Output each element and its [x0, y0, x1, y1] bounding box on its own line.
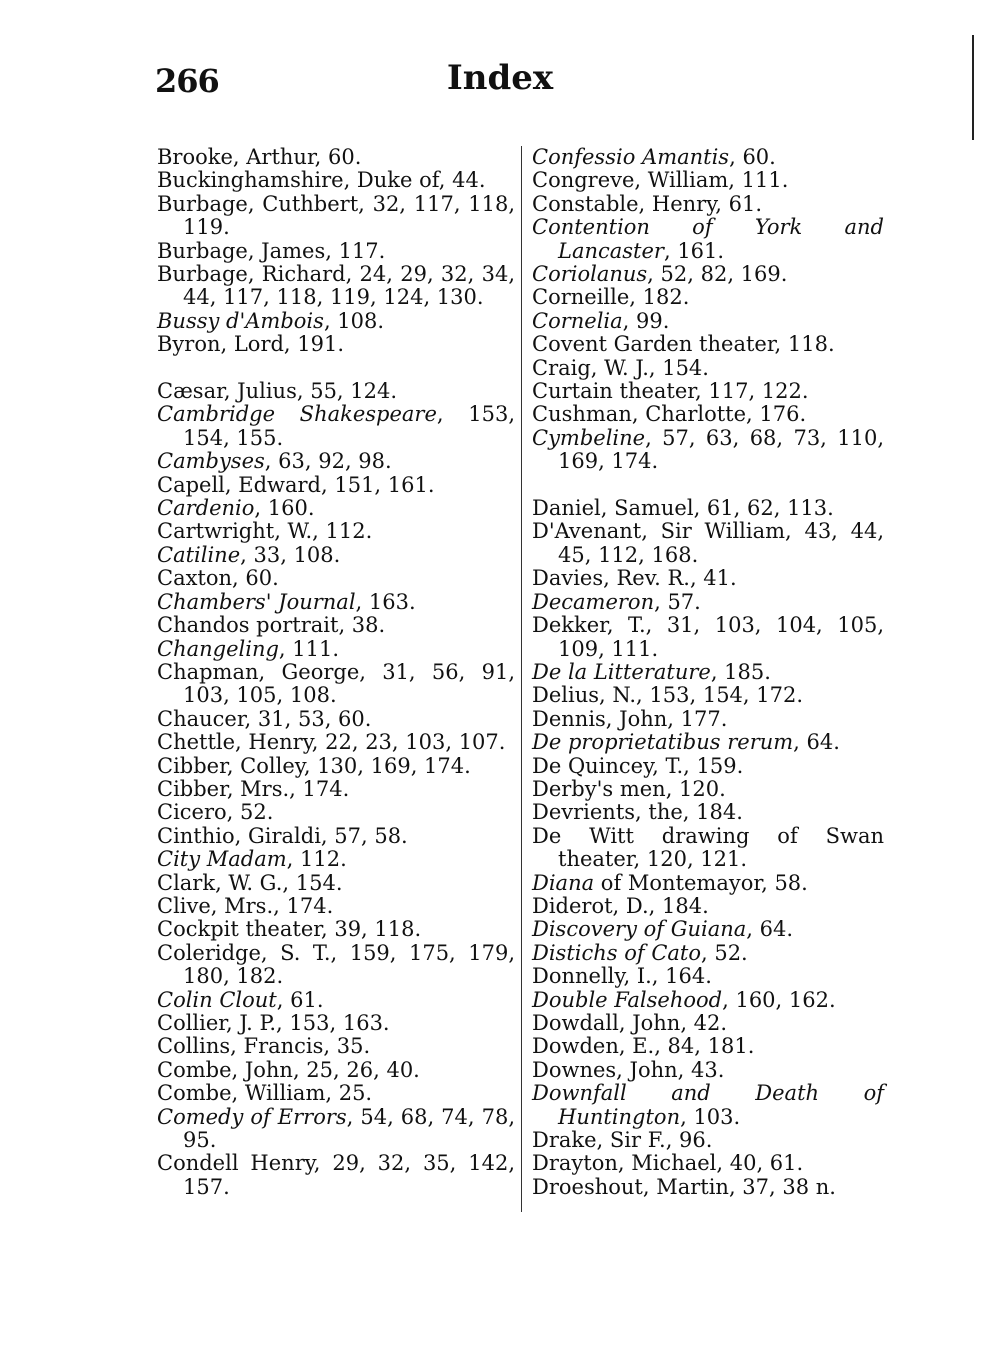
index-entry-text: Combe, William, 25. [157, 1081, 373, 1106]
index-entry-text: , 163. [355, 589, 416, 614]
index-column-right [532, 146, 884, 1199]
index-entry-text: Donnelly, I., 164. [532, 964, 712, 989]
index-entry [157, 450, 515, 473]
index-entry [532, 263, 884, 286]
index-entry [532, 427, 884, 474]
index-entry-text: Burbage, James, 117. [157, 238, 386, 263]
index-entry [157, 801, 515, 824]
index-entry [532, 216, 884, 263]
index-entry-text: Dennis, John, 177. [532, 706, 728, 731]
index-entry-title: Cambyses [157, 449, 265, 474]
index-entry-text: Covent Garden theater, 118. [532, 332, 835, 357]
index-entry-title: Cardenio [157, 496, 255, 521]
index-entry-text: De Witt drawing of Swan theater, 120, 121. [532, 823, 884, 872]
index-entry-text: Brooke, Arthur, 60. [157, 145, 362, 169]
index-entry-text: , 153, 154, 155. [183, 402, 516, 450]
index-entry [532, 801, 884, 824]
letter-section-gap [157, 357, 515, 380]
index-entry-text: Dekker, T., 31, 103, 104, 105, 109, 111. [532, 613, 884, 661]
index-entry [532, 591, 884, 614]
index-entry-text: Dowden, E., 84, 181. [532, 1034, 755, 1059]
index-entry [532, 825, 884, 872]
index-entry [532, 169, 884, 192]
index-entry [532, 731, 884, 754]
index-entry-text: , 103. [680, 1104, 741, 1129]
index-entry-title: Comedy of Errors [157, 1104, 347, 1129]
index-entry [157, 1082, 515, 1105]
index-entry [532, 497, 884, 520]
index-entry [157, 1152, 515, 1199]
index-entry [532, 1129, 884, 1152]
index-entry [157, 1106, 515, 1153]
index-entry [157, 661, 515, 708]
index-entry-title: Coriolanus [532, 262, 648, 287]
index-entry-text: , 54, 68, 74, 78, 95. [183, 1104, 515, 1153]
index-entry [157, 169, 515, 192]
index-entry-text: Davies, Rev. R., 41. [532, 566, 737, 591]
index-entry-text: Condell Henry, 29, 32, 35, 142, 157. [157, 1151, 515, 1199]
index-entry-text: Daniel, Samuel, 61, 62, 113. [532, 496, 834, 521]
index-entry [532, 965, 884, 988]
index-entry-title: Confessio Amantis [532, 145, 730, 169]
index-entry-text: Capell, Edward, 151, 161. [157, 472, 435, 497]
index-entry [532, 1035, 884, 1058]
index-entry-title: City Madam [157, 847, 287, 872]
index-entry-text: Downes, John, 43. [532, 1057, 725, 1082]
index-entry [157, 755, 515, 778]
index-entry-text: Derby's men, 120. [532, 776, 726, 801]
index-entry [532, 872, 884, 895]
index-entry [157, 380, 515, 403]
index-entry-text: Diderot, D., 184. [532, 893, 709, 918]
index-entry-text: , 112. [286, 847, 347, 872]
index-entry-text: Clive, Mrs., 174. [157, 893, 334, 918]
index-entry-title: Discovery of Guiana [532, 917, 747, 942]
index-entry [157, 497, 515, 520]
index-entry-text: , 63, 92, 98. [264, 449, 392, 474]
index-entry [532, 1082, 884, 1129]
index-entry-title: Catiline [157, 542, 241, 567]
index-entry [532, 193, 884, 216]
index-entry-text: , 52, 82, 169. [647, 262, 788, 287]
index-entry [157, 567, 515, 590]
index-entry-text: Caxton, 60. [157, 566, 279, 591]
index-entry-title: Double Falsehood [532, 987, 723, 1012]
index-entry-text: , 185. [710, 659, 771, 684]
index-entry [157, 731, 515, 754]
index-entry [157, 544, 515, 567]
index-entry-text: of Montemayor, 58. [594, 870, 808, 895]
index-entry-title: Distichs of Cato [532, 940, 701, 965]
index-entry-title: Bussy d'Ambois [157, 308, 324, 333]
index-entry [157, 1059, 515, 1082]
index-entry-text: Collins, Francis, 35. [157, 1034, 371, 1059]
index-entry-text: Cibber, Colley, 130, 169, 174. [157, 753, 471, 778]
index-entry [532, 286, 884, 309]
index-entry-title: De la Litterature [532, 659, 711, 684]
index-entry-text: Craig, W. J., 154. [532, 355, 709, 380]
index-entry [532, 708, 884, 731]
index-entry [532, 989, 884, 1012]
index-entry [532, 684, 884, 707]
index-entry [157, 591, 515, 614]
index-entry [157, 825, 515, 848]
index-entry-text: Constable, Henry, 61. [532, 191, 763, 216]
index-entry-title: Colin Clout [157, 987, 277, 1012]
running-head: Index [446, 58, 554, 98]
index-entry-title: De proprietatibus rerum [532, 730, 794, 755]
index-entry-text: Collier, J. P., 153, 163. [157, 1011, 390, 1036]
index-entry [532, 661, 884, 684]
index-entry [532, 755, 884, 778]
index-entry [157, 240, 515, 263]
index-entry-text: , 52. [700, 940, 748, 965]
index-entry [532, 1059, 884, 1082]
index-entry [532, 380, 884, 403]
index-entry-text: , 160, 162. [722, 987, 836, 1012]
index-entry-text: Cartwright, W., 112. [157, 519, 373, 544]
index-entry-text: Clark, W. G., 154. [157, 870, 343, 895]
index-entry-title: Changeling [157, 636, 279, 661]
index-entry [532, 614, 884, 661]
index-entry [532, 333, 884, 356]
index-entry-text: , 57. [654, 589, 701, 614]
index-column-left [157, 146, 515, 1199]
index-entry [157, 989, 515, 1012]
index-entry [157, 942, 515, 989]
index-entry-text: Combe, John, 25, 26, 40. [157, 1057, 420, 1082]
index-entry-text: Burbage, Richard, 24, 29, 32, 34, 44, 117, 118, 119, 124, 130. [157, 262, 515, 310]
index-entry [532, 895, 884, 918]
index-entry-text: Delius, N., 153, 154, 172. [532, 683, 804, 708]
index-entry-text: Cushman, Charlotte, 176. [532, 402, 807, 427]
index-entry-title: Contention of York and Lancaster [532, 215, 884, 263]
index-entry [532, 310, 884, 333]
index-entry [157, 403, 515, 450]
index-entry-text: Chettle, Henry, 22, 23, 103, 107. [157, 730, 506, 755]
index-entry [157, 333, 515, 356]
index-entry-text: , 64. [793, 730, 840, 755]
index-entry [532, 1012, 884, 1035]
index-entry-text: D'Avenant, Sir William, 43, 44, 45, 112, 168. [532, 519, 884, 567]
index-entry-title: Downfall and Death of Huntington [532, 1081, 884, 1129]
index-entry [157, 918, 515, 941]
index-entry-text: , 57, 63, 68, 73, 110, 169, 174. [558, 425, 884, 474]
index-entry-text: Coleridge, S. T., 159, 175, 179, 180, 182. [157, 940, 515, 989]
index-entry [532, 778, 884, 801]
index-entry-text: Chapman, George, 31, 56, 91, 103, 105, 108. [157, 659, 515, 708]
index-entry-text: Byron, Lord, 191. [157, 332, 345, 357]
index-entry-text: Chaucer, 31, 53, 60. [157, 706, 372, 731]
index-entry [532, 146, 884, 169]
page-edge-rule [972, 35, 974, 140]
index-entry-text: Cinthio, Giraldi, 57, 58. [157, 823, 408, 848]
index-entry [157, 474, 515, 497]
index-entry [157, 614, 515, 637]
index-entry-text: Cicero, 52. [157, 800, 274, 825]
index-entry [532, 1176, 884, 1199]
index-entry-title: Decameron [532, 589, 655, 614]
index-entry-text: Chandos portrait, 38. [157, 613, 386, 638]
index-entry [157, 872, 515, 895]
index-entry [532, 567, 884, 590]
index-entry [157, 848, 515, 871]
index-entry [157, 193, 515, 240]
index-entry [157, 638, 515, 661]
index-entry-text: Devrients, the, 184. [532, 800, 743, 825]
column-divider [521, 146, 522, 1212]
index-entry-text: , 160. [254, 496, 315, 521]
index-entry [157, 778, 515, 801]
index-entry [157, 895, 515, 918]
index-entry-text: , 111. [278, 636, 340, 661]
index-entry-title: Cymbeline [532, 425, 646, 450]
index-entry-text: De Quincey, T., 159. [532, 753, 744, 778]
index-entry-title: Cambridge Shakespeare [157, 402, 437, 427]
index-entry [157, 1035, 515, 1058]
index-entry [532, 918, 884, 941]
index-entry-text: , 108. [323, 308, 385, 333]
index-entry [157, 1012, 515, 1035]
index-entry [157, 146, 515, 169]
index-entry [157, 310, 515, 333]
index-entry-text: , 64. [746, 917, 794, 942]
index-entry [532, 357, 884, 380]
index-entry-text: Droeshout, Martin, 37, 38 n. [532, 1174, 836, 1199]
index-entry-text: Cæsar, Julius, 55, 124. [157, 379, 398, 404]
index-entry [532, 942, 884, 965]
index-entry-title: Chambers' Journal [157, 589, 356, 614]
index-entry-text: , 161. [663, 238, 725, 263]
index-entry-text: Drayton, Michael, 40, 61. [532, 1151, 804, 1176]
letter-section-gap [532, 474, 884, 497]
index-entry-text: , 99. [622, 308, 670, 333]
index-entry-title: Diana [532, 870, 595, 895]
index-entry-text: Corneille, 182. [532, 285, 690, 310]
index-entry-text: Drake, Sir F., 96. [532, 1128, 713, 1153]
index-entry-text: , 33, 108. [240, 542, 341, 567]
index-entry-text: Dowdall, John, 42. [532, 1011, 728, 1036]
index-entry-text: Buckinghamshire, Duke of, 44. [157, 168, 486, 193]
index-entry [532, 1152, 884, 1175]
index-entry [157, 520, 515, 543]
index-entry [532, 520, 884, 567]
index-entry-text: Curtain theater, 117, 122. [532, 379, 809, 404]
index-entry-text: , 60. [729, 145, 776, 169]
index-entry [157, 708, 515, 731]
index-entry-text: Congreve, William, 111. [532, 168, 789, 193]
index-entry-text: , 61. [276, 987, 324, 1012]
index-entry [157, 263, 515, 310]
index-entry-text: Cibber, Mrs., 174. [157, 776, 350, 801]
page-number: 266 [155, 62, 219, 100]
index-entry-title: Cornelia [532, 308, 623, 333]
index-entry [532, 403, 884, 426]
index-entry-text: Burbage, Cuthbert, 32, 117, 118, 119. [157, 191, 515, 240]
index-entry-text: Cockpit theater, 39, 118. [157, 917, 422, 942]
